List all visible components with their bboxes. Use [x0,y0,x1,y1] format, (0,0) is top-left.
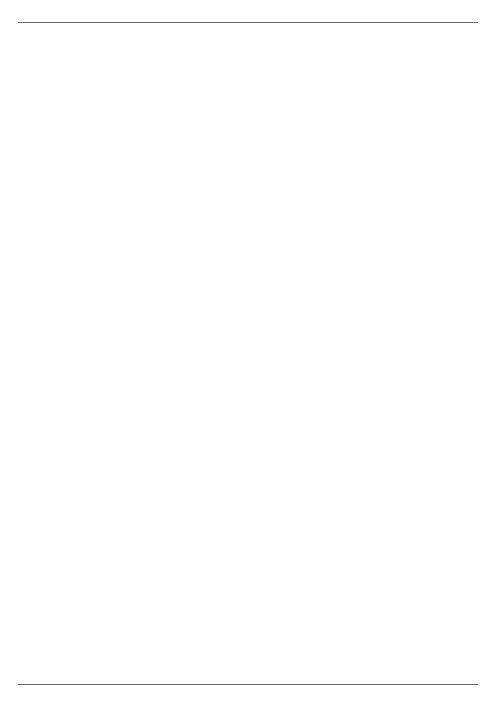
left-column [18,28,163,678]
bottom-rule [18,684,478,685]
right-column [333,28,478,678]
top-rule [18,22,478,23]
three-column-body [18,28,478,678]
section-gap [18,28,163,30]
middle-column [175,28,320,678]
